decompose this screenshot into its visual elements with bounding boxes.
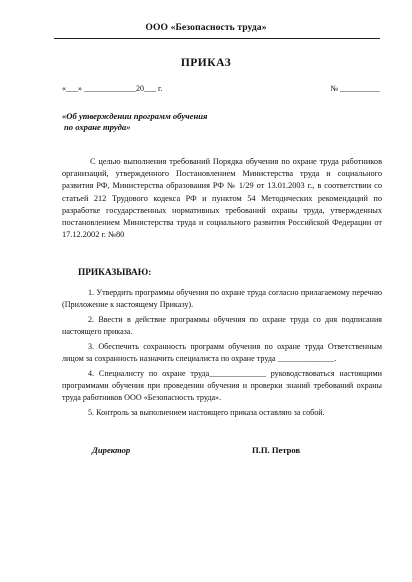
order-heading: ПРИКАЗЫВАЮ: [78,268,152,278]
order-item: 1. Утвердить программы обучения по охране труда согласно прилагаемому перечню (Приложение к настоящему Приказу). [62,288,382,309]
order-item: 5. Контроль за выполнением настоящего приказа оставляю за собой. [88,408,325,417]
date-line: «___» _____________20___ г. [62,84,163,93]
order-item: 4. Специалисту по охране труда______________ руководствоваться настоящими программами обучения при проведении обучения и проверки знаний требований охраны труда работников ООО «Безопасность труда». [62,369,382,402]
intro-paragraph: С целью выполнения требований Порядка обучения по охране труда работников организаций, утвержденного Постановлением Министерства труда и социального развития РФ, Министерства образования РФ № 1/29 от 13.01.2003 г., в соответствии со статьей 212 Трудового кодекса РФ и пунктом 54 Методических рекомендаций по разработке государственных нормативных требований охраны труда, утвержденных постановлением Министерства труда и социального развития Российской Федерации от 17.12.2002 г. №80 [62,157,382,240]
order-items-list [62,287,382,422]
order-item: 2. Ввести в действие программы обучения по охране труда со дня подписания настоящего приказа. [62,315,382,336]
organization-name: ООО «Безопасность труда» [145,22,267,33]
order-item: 3. Обеспечить сохранность программ обучения по охране труда Ответственным лицом за сохранность назначить специалиста по охране труда ______________. [62,342,382,363]
subject-line-1: «Об утверждении программ обучения [62,111,208,121]
header-divider [54,38,380,39]
order-number-line: № __________ [330,84,380,93]
subject-line-2: по охране труда» [64,122,131,132]
order-subject [62,111,282,133]
signatory-role: Директор [92,445,131,455]
signatory-name: П.П. Петров [252,445,301,455]
document-title: ПРИКАЗ [180,57,232,69]
